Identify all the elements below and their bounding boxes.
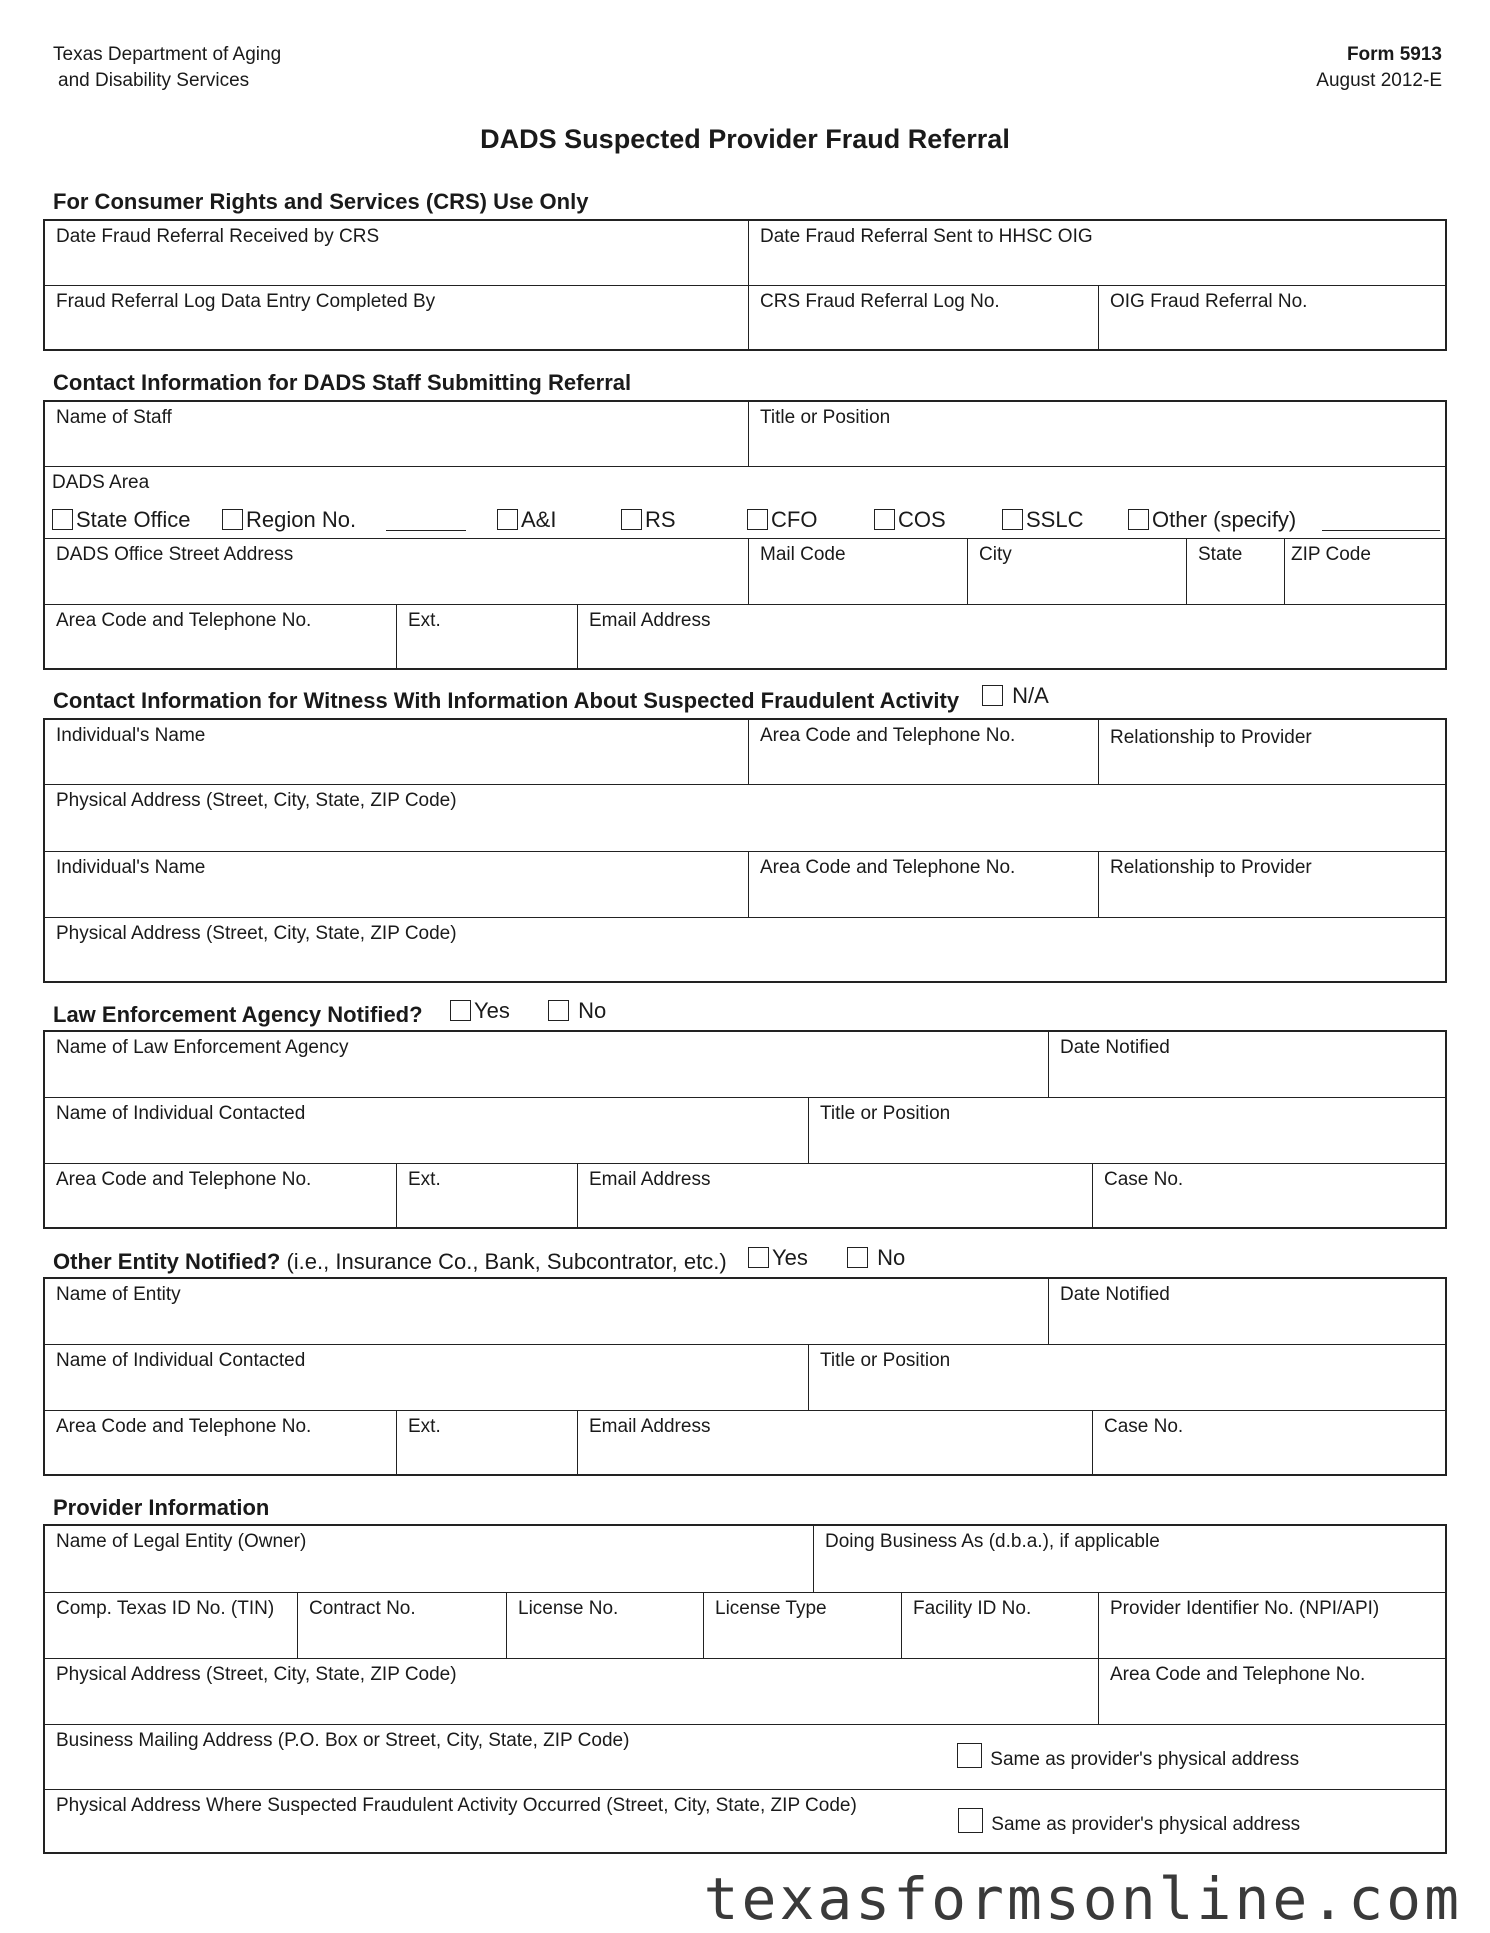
form-date: August 2012-E xyxy=(1316,70,1442,91)
other-yes-checkbox[interactable]: Yes xyxy=(748,1245,808,1271)
law-individual-field[interactable]: Name of Individual Contacted xyxy=(56,1103,306,1124)
log-entry-by-field[interactable]: Fraud Referral Log Data Entry Completed By xyxy=(56,291,436,312)
witness1-address-field[interactable]: Physical Address (Street, City, State, ZIP Code) xyxy=(56,790,457,811)
checkbox-icon[interactable] xyxy=(52,509,73,530)
checkbox-icon[interactable] xyxy=(450,1000,471,1021)
area-ai[interactable]: A&I xyxy=(497,507,556,533)
area-sslc[interactable]: SSLC xyxy=(1002,507,1083,533)
section-staff-heading: Contact Information for DADS Staff Submitting Referral xyxy=(53,370,632,395)
date-received-field[interactable]: Date Fraud Referral Received by CRS xyxy=(56,226,380,247)
area-state-office[interactable]: State Office xyxy=(52,507,191,533)
checkbox-icon[interactable] xyxy=(1002,509,1023,530)
checkbox-icon[interactable] xyxy=(548,1000,569,1021)
form-id xyxy=(1316,42,1442,94)
activity-same-as-checkbox[interactable]: Same as provider's physical address xyxy=(958,1808,1300,1836)
checkbox-icon[interactable] xyxy=(847,1247,868,1268)
witness2-relationship-field[interactable]: Relationship to Provider xyxy=(1098,852,1445,918)
checkbox-icon[interactable] xyxy=(957,1743,982,1768)
watermark: texasformsonline.com xyxy=(703,1865,1462,1933)
staff-email-field[interactable]: Email Address xyxy=(577,605,1445,668)
activity-address-field[interactable]: Physical Address Where Suspected Fraudulent Activity Occurred (Street, City, State, ZIP Code) Same as provider's physical address xyxy=(56,1795,1301,1835)
mail-code-field[interactable]: Mail Code xyxy=(748,539,967,605)
region-no-blank[interactable] xyxy=(386,530,466,531)
law-title-field[interactable]: Title or Position xyxy=(808,1098,1445,1164)
other-date-notified-field[interactable]: Date Notified xyxy=(1048,1279,1445,1344)
provider-physical-address-field[interactable]: Physical Address (Street, City, State, ZIP Code) xyxy=(56,1664,457,1685)
crs-table xyxy=(43,219,1447,351)
checkbox-icon[interactable] xyxy=(1128,509,1149,530)
area-cos[interactable]: COS xyxy=(874,507,946,533)
law-ext-field[interactable]: Ext. xyxy=(396,1164,577,1227)
other-email-field[interactable]: Email Address xyxy=(577,1411,1092,1474)
agency-name xyxy=(53,42,281,94)
provider-phone-field[interactable]: Area Code and Telephone No. xyxy=(1098,1659,1445,1725)
checkbox-icon[interactable] xyxy=(958,1808,983,1833)
other-ext-field[interactable]: Ext. xyxy=(396,1411,577,1474)
witness2-address-field[interactable]: Physical Address (Street, City, State, ZIP Code) xyxy=(56,923,457,944)
other-entity-name-field[interactable]: Name of Entity xyxy=(56,1284,181,1305)
area-region[interactable]: Region No. xyxy=(222,507,356,533)
area-rs[interactable]: RS xyxy=(621,507,676,533)
section-provider-heading: Provider Information xyxy=(53,1495,270,1520)
other-specify-blank[interactable] xyxy=(1322,530,1440,531)
checkbox-icon[interactable] xyxy=(748,1247,769,1268)
contract-no-field[interactable]: Contract No. xyxy=(297,1593,506,1659)
crs-log-no-field[interactable]: CRS Fraud Referral Log No. xyxy=(748,286,1098,349)
oig-no-field[interactable]: OIG Fraud Referral No. xyxy=(1098,286,1445,349)
witness1-phone-field[interactable]: Area Code and Telephone No. xyxy=(748,720,1098,784)
law-phone-field[interactable]: Area Code and Telephone No. xyxy=(56,1169,312,1190)
law-yes-checkbox[interactable]: Yes xyxy=(450,998,510,1024)
staff-phone-field[interactable]: Area Code and Telephone No. xyxy=(56,610,312,631)
law-date-notified-field[interactable]: Date Notified xyxy=(1048,1032,1445,1097)
agency-line1: Texas Department of Aging xyxy=(53,44,282,65)
dba-field[interactable]: Doing Business As (d.b.a.), if applicable xyxy=(813,1526,1445,1592)
staff-table xyxy=(43,400,1447,670)
staff-name-field[interactable]: Name of Staff xyxy=(56,407,172,428)
checkbox-icon[interactable] xyxy=(497,509,518,530)
witness2-phone-field[interactable]: Area Code and Telephone No. xyxy=(748,852,1098,918)
law-table xyxy=(43,1030,1447,1229)
dads-area-row xyxy=(45,466,1445,539)
checkbox-icon[interactable] xyxy=(982,685,1003,706)
other-individual-field[interactable]: Name of Individual Contacted xyxy=(56,1350,306,1371)
law-agency-name-field[interactable]: Name of Law Enforcement Agency xyxy=(56,1037,349,1058)
section-other-heading: Other Entity Notified? (i.e., Insurance Co., Bank, Subcontrator, etc.) xyxy=(53,1249,727,1274)
law-case-no-field[interactable]: Case No. xyxy=(1092,1164,1445,1227)
staff-title-field[interactable]: Title or Position xyxy=(748,402,1445,466)
section-law-heading: Law Enforcement Agency Notified? xyxy=(53,1002,423,1027)
staff-ext-field[interactable]: Ext. xyxy=(396,605,577,668)
license-no-field[interactable]: License No. xyxy=(506,1593,703,1659)
other-phone-field[interactable]: Area Code and Telephone No. xyxy=(56,1416,312,1437)
legal-entity-field[interactable]: Name of Legal Entity (Owner) xyxy=(56,1531,307,1552)
section-crs-heading: For Consumer Rights and Services (CRS) Use Only xyxy=(53,189,589,214)
witness-na-checkbox[interactable]: N/A xyxy=(982,683,1049,709)
checkbox-icon[interactable] xyxy=(747,509,768,530)
facility-id-field[interactable]: Facility ID No. xyxy=(901,1593,1098,1659)
form-number: Form 5913 xyxy=(1346,44,1442,65)
other-case-no-field[interactable]: Case No. xyxy=(1092,1411,1445,1474)
npi-field[interactable]: Provider Identifier No. (NPI/API) xyxy=(1098,1593,1445,1659)
state-field[interactable]: State xyxy=(1186,539,1284,605)
other-no-checkbox[interactable]: No xyxy=(847,1245,905,1271)
other-table xyxy=(43,1277,1447,1476)
agency-line2: and Disability Services xyxy=(58,70,250,91)
witness-table xyxy=(43,718,1447,983)
dads-area-label: DADS Area xyxy=(52,472,150,493)
checkbox-icon[interactable] xyxy=(874,509,895,530)
office-street-field[interactable]: DADS Office Street Address xyxy=(56,544,294,565)
zip-field[interactable]: ZIP Code xyxy=(1284,539,1445,605)
mailing-address-field[interactable]: Business Mailing Address (P.O. Box or Street, City, State, ZIP Code) Same as provider's physical address xyxy=(56,1730,1300,1770)
tin-field[interactable]: Comp. Texas ID No. (TIN) xyxy=(56,1598,275,1619)
law-no-checkbox[interactable]: No xyxy=(548,998,606,1024)
city-field[interactable]: City xyxy=(967,539,1186,605)
witness2-name-field[interactable]: Individual's Name xyxy=(56,857,206,878)
checkbox-icon[interactable] xyxy=(621,509,642,530)
other-title-field[interactable]: Title or Position xyxy=(808,1345,1445,1411)
provider-table xyxy=(43,1524,1447,1854)
date-sent-field[interactable]: Date Fraud Referral Sent to HHSC OIG xyxy=(748,221,1445,285)
witness1-name-field[interactable]: Individual's Name xyxy=(56,725,206,746)
checkbox-icon[interactable] xyxy=(222,509,243,530)
page-title: DADS Suspected Provider Fraud Referral xyxy=(480,124,1010,154)
license-type-field[interactable]: License Type xyxy=(703,1593,901,1659)
law-email-field[interactable]: Email Address xyxy=(577,1164,1092,1227)
section-witness-heading: Contact Information for Witness With Information About Suspected Fraudulent Activity xyxy=(53,688,960,713)
area-other[interactable]: Other (specify) xyxy=(1128,507,1296,533)
area-cfo[interactable]: CFO xyxy=(747,507,817,533)
witness1-relationship-field[interactable]: Relationship to Provider xyxy=(1098,720,1445,784)
mailing-same-as-checkbox[interactable]: Same as provider's physical address xyxy=(957,1743,1299,1771)
